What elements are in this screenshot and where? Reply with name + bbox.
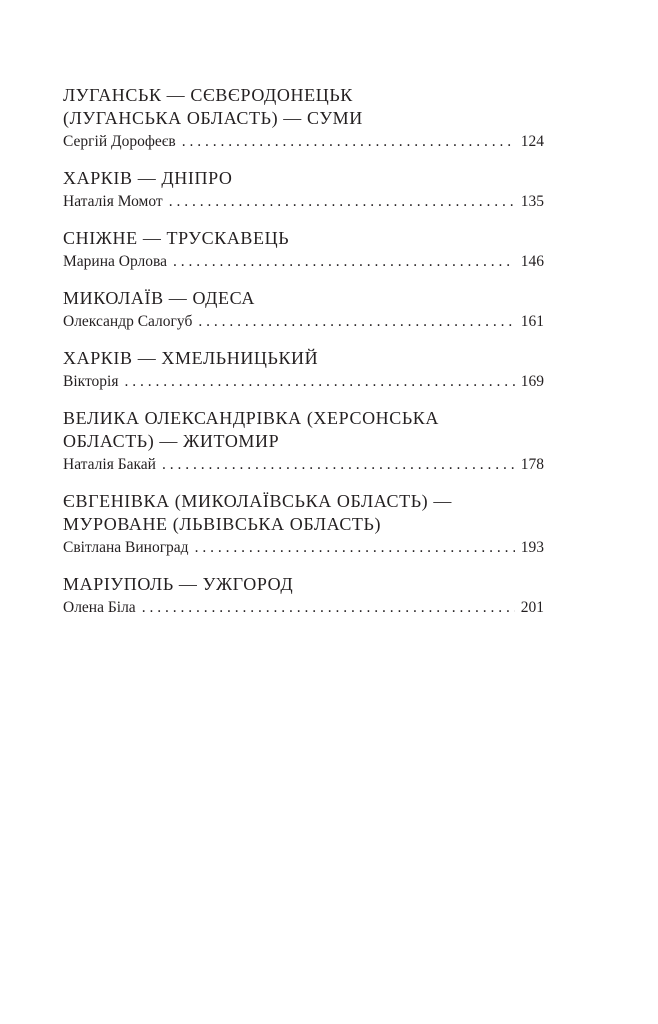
toc-entry-author: Вікторія [63,373,119,390]
toc-entry-title [63,347,544,370]
toc-entry-page: 178 [520,456,544,473]
toc-entry-page: 169 [520,373,544,390]
toc-entry-title [63,167,544,190]
dot-leader [198,310,514,333]
toc-entry-title [63,84,544,130]
toc-entry-title [63,573,544,596]
toc-entry-author: Наталія Бакай [63,456,156,473]
toc-title-line: ХАРКІВ — ХМЕЛЬНИЦЬКИЙ [63,348,319,368]
toc-entry-line [63,190,544,213]
toc-entry-author: Олександр Салогуб [63,313,193,330]
toc-entry [63,573,544,619]
toc-entry-line [63,130,544,153]
toc-entry [63,490,544,559]
toc-entry-author: Наталія Момот [63,193,163,210]
toc-entry-page: 124 [520,133,544,150]
toc-title-line: СНІЖНЕ — ТРУСКАВЕЦЬ [63,228,290,248]
toc-title-line: ЄВГЕНІВКА (МИКОЛАЇВСЬКА ОБЛАСТЬ) — [63,491,452,511]
dot-leader [162,453,515,476]
toc-title-line: ВЕЛИКА ОЛЕКСАНДРІВКА (ХЕРСОНСЬКА [63,408,440,428]
toc-entry [63,84,544,153]
toc-entry-page: 146 [520,253,544,270]
toc-title-line: МИКОЛАЇВ — ОДЕСА [63,288,255,308]
toc-title-line: ХАРКІВ — ДНІПРО [63,168,233,188]
dot-leader [173,250,515,273]
dot-leader [142,596,515,619]
toc-entry-title [63,287,544,310]
toc-entry-page: 193 [520,539,544,556]
toc-entry-title [63,407,544,453]
dot-leader [195,536,515,559]
toc-entry-page: 135 [520,193,544,210]
table-of-contents [63,84,544,633]
toc-entry-author: Олена Біла [63,599,136,616]
dot-leader [124,370,514,393]
toc-title-line: ОБЛАСТЬ) — ЖИТОМИР [63,431,280,451]
toc-entry-page: 161 [520,313,544,330]
toc-entry-line [63,310,544,333]
toc-title-line: МУРОВАНЕ (ЛЬВІВСЬКА ОБЛАСТЬ) [63,514,382,534]
toc-entry-line [63,250,544,273]
toc-entry-title [63,227,544,250]
toc-title-line: ЛУГАНСЬК — СЄВЄРОДОНЕЦЬК [63,85,353,105]
toc-entry-line [63,536,544,559]
toc-entry-line [63,370,544,393]
toc-entry [63,347,544,393]
toc-entry-line [63,453,544,476]
toc-entry-line [63,596,544,619]
dot-leader [182,130,515,153]
toc-title-line: (ЛУГАНСЬКА ОБЛАСТЬ) — СУМИ [63,108,363,128]
toc-entry-author: Марина Орлова [63,253,167,270]
dot-leader [169,190,515,213]
toc-entry-author: Світлана Виноград [63,539,189,556]
toc-entry [63,287,544,333]
toc-entry [63,227,544,273]
toc-title-line: МАРІУПОЛЬ — УЖГОРОД [63,574,294,594]
toc-entry-author: Сергій Дорофеєв [63,133,176,150]
toc-entry [63,407,544,476]
toc-entry-title [63,490,544,536]
toc-entry [63,167,544,213]
toc-entry-page: 201 [520,599,544,616]
